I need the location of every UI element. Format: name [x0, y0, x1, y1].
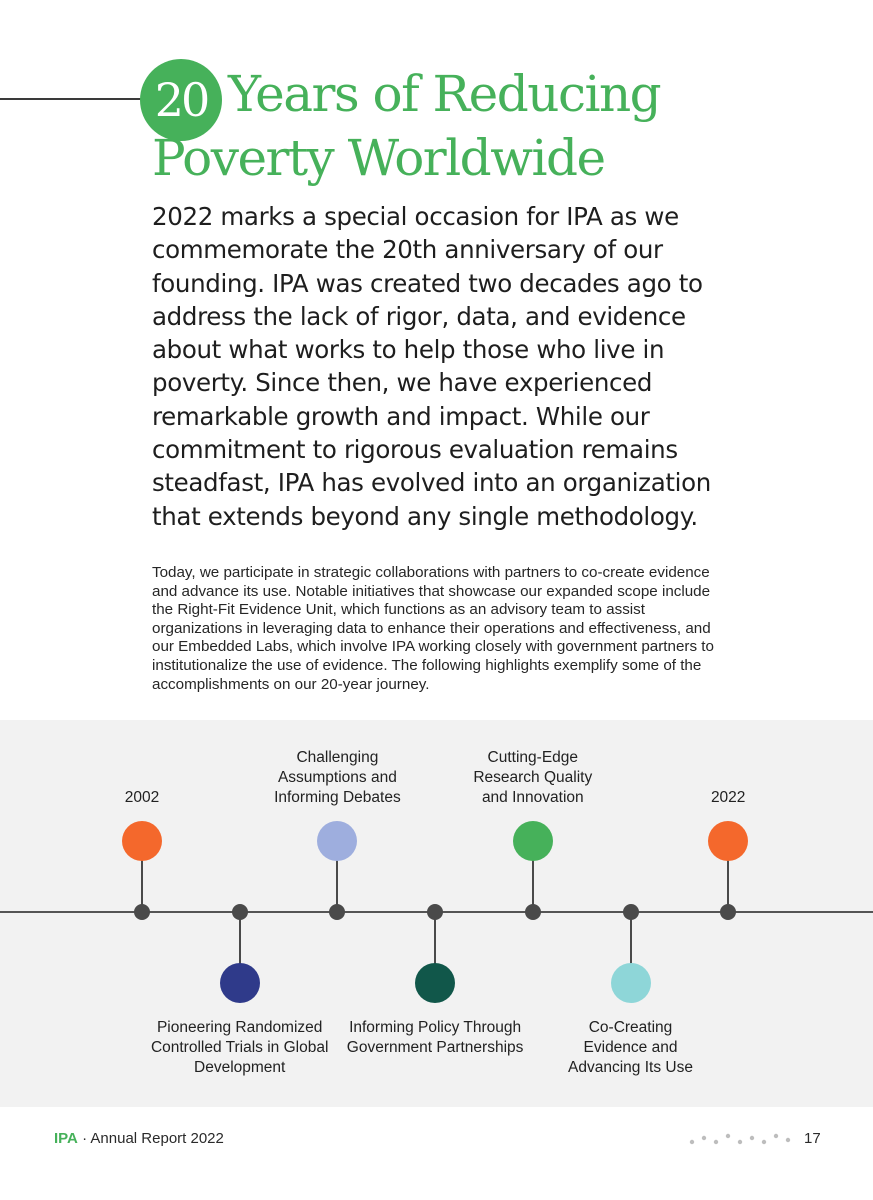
- timeline-node: [134, 904, 150, 920]
- timeline-node: [623, 904, 639, 920]
- page-number: 17: [804, 1130, 821, 1147]
- title-rule: [0, 98, 150, 100]
- timeline-label: Pioneering Randomized Controlled Trials in Global Development: [150, 1019, 329, 1076]
- timeline-label: Co-Creating Evidence and Advancing Its Use: [568, 1019, 693, 1076]
- footer-report-title: Annual Report 2022: [90, 1130, 224, 1147]
- timeline-marker: [513, 821, 553, 861]
- footer-separator: ·: [77, 1130, 91, 1147]
- timeline-label: Challenging Assumptions and Informing Debates: [274, 749, 401, 806]
- timeline-label: Cutting-Edge Research Quality and Innovation: [473, 749, 593, 806]
- body-paragraph: Today, we participate in strategic collaborations with partners to co-create evidence and advance its use. Notable initiatives that showcase our expanded scope include the Right-Fit Evidence Unit, which functions as an advisory team to assist organizations in leveraging data to enhance their operations and effectiveness, and our Embedded Labs, which involve IPA working closely with government partners to institutionalize the use of evidence. The following highlights exemplify some of the accomplishments on our 20-year journey.: [152, 564, 714, 693]
- timeline-node: [525, 904, 541, 920]
- title-line-1: Years of Reducing: [228, 65, 661, 123]
- timeline-marker: [611, 963, 651, 1003]
- footer-brand: [54, 1130, 224, 1147]
- timeline-label: 2022: [710, 789, 746, 806]
- timeline-marker: [220, 963, 260, 1003]
- timeline-marker: [708, 821, 748, 861]
- decorative-dots-icon: [688, 1128, 798, 1150]
- title-line-2: Poverty Worldwide: [152, 129, 605, 187]
- badge-number: 20: [154, 73, 208, 127]
- timeline-label: Informing Policy Through Government Partnerships: [346, 1019, 524, 1056]
- timeline-node: [232, 904, 248, 920]
- timeline-marker: [415, 963, 455, 1003]
- timeline-label: 2002: [124, 789, 160, 806]
- page-title: [152, 62, 852, 190]
- timeline-node: [427, 904, 443, 920]
- footer-logo: IPA: [54, 1130, 78, 1147]
- timeline-marker: [122, 821, 162, 861]
- lead-paragraph: 2022 marks a special occasion for IPA as we commemorate the 20th anniversary of our founding. IPA was created two decades ago to address the lack of rigor, data, and evidence about what works to help those who live in poverty. Since then, we have experienced remarkable growth and impact. While our commitment to rigorous evaluation remains steadfast, IPA has evolved into an organization that extends beyond any single methodology.: [152, 202, 711, 531]
